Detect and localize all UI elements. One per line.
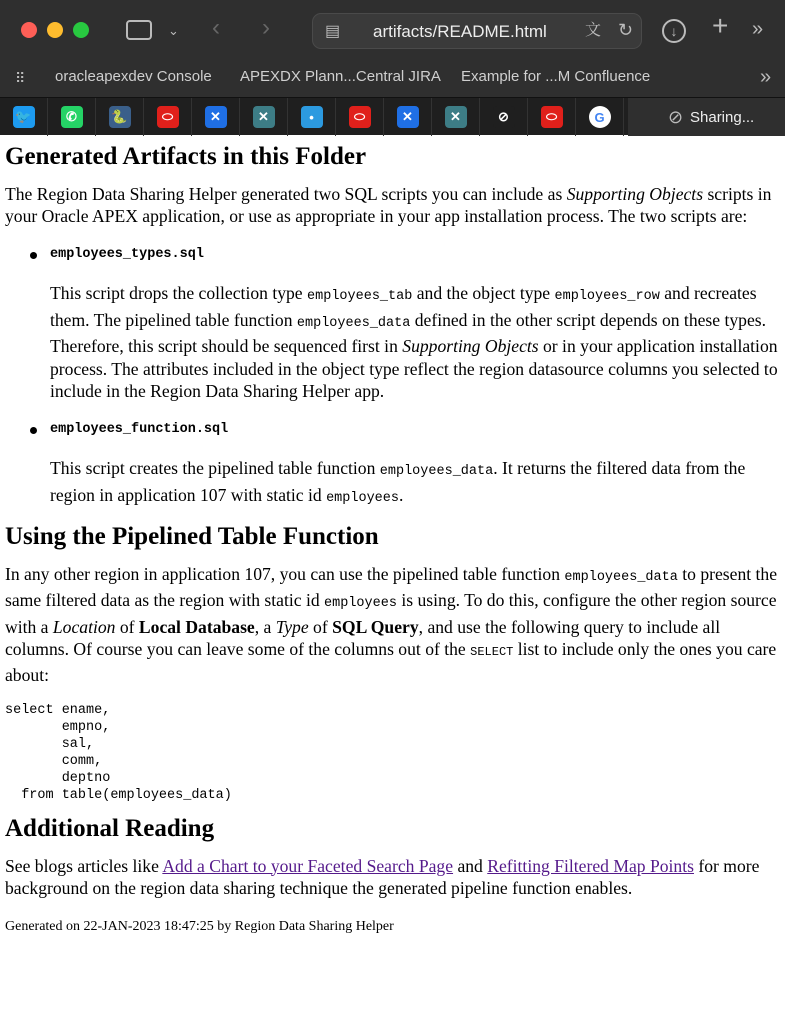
address-bar[interactable]	[312, 13, 642, 49]
pinned-tab[interactable]	[48, 98, 96, 136]
reading-paragraph: See blogs articles like Add a Chart to your Faceted Search Page and Refitting Filtered Map Points for more background on the region data sharing technique the generated pipeline function enables.	[5, 855, 760, 898]
compass-icon: ⊘	[668, 107, 684, 127]
intro-paragraph: The Region Data Sharing Helper generated two SQL scripts you can include as Supporting Objects scripts in your Oracle APEX application, or use as appropriate in your app installation process. The two scripts are:	[5, 183, 772, 226]
pinned-tab[interactable]	[336, 98, 384, 136]
script-name: employees_types.sql	[50, 246, 204, 262]
forward-icon[interactable]: ›	[262, 14, 270, 41]
apps-grid-icon[interactable]: ⠿	[15, 70, 26, 86]
link-refitting-map-points[interactable]: Refitting Filtered Map Points	[487, 855, 694, 876]
pinned-tab[interactable]	[0, 98, 48, 136]
script-description: This script creates the pipelined table function employees_data. It returns the filtered data from the region in application 107 with static id employees.	[50, 458, 746, 506]
footer: Generated on 22-JAN-2023 18:47:25 by Region Data Sharing Helper	[5, 918, 394, 934]
pinned-tab[interactable]	[96, 98, 144, 136]
google-icon: G	[589, 106, 611, 128]
oracle-icon: ⬭	[157, 106, 179, 128]
link-faceted-search-chart[interactable]: Add a Chart to your Faceted Search Page	[162, 855, 454, 876]
bookmarks-overflow-icon[interactable]: »	[760, 66, 772, 88]
tab-active[interactable]	[628, 98, 785, 136]
usage-paragraph: In any other region in application 107, you can use the pipelined table function employees_data to present the same filtered data as the region with static id employees is using. To do this, configure the other region source with a Location of Local Database, a Type of SQL Query, and use the following query to include all columns. Of course you can leave some of the columns out of the SELECT list to include only the ones you care about:	[5, 563, 778, 685]
pinned-tab[interactable]	[192, 98, 240, 136]
pinned-tab[interactable]	[384, 98, 432, 136]
reload-icon[interactable]: ↻	[618, 20, 634, 40]
pinned-tab[interactable]	[288, 98, 336, 136]
script-description: This script drops the collection type employees_tab and the object type employees_row and recreates them. The pipelined table function employees_data defined in the other script depends on these types. Therefore, this script should be sequenced first in Supporting Objects or in your application installation process. The attributes included in the object type reflect the region datasource columns you selected to include in the Region Data Sharing Helper app.	[50, 283, 778, 401]
whatsapp-icon: ✆	[61, 106, 83, 128]
list-item	[5, 244, 780, 403]
reader-icon[interactable]: ▤	[325, 23, 341, 40]
python-icon: 🐍	[109, 106, 131, 128]
compass-icon: ⊘	[493, 106, 515, 128]
pinned-tab[interactable]	[144, 98, 192, 136]
bookmark-item[interactable]: oracleapexdev Console	[55, 68, 212, 85]
confluence-icon: ✕	[205, 106, 227, 128]
list-item	[5, 419, 780, 511]
pinned-tab[interactable]	[432, 98, 480, 136]
sidebar-icon[interactable]	[126, 20, 152, 40]
heading-additional-reading: Additional Reading	[5, 815, 215, 842]
browser-chrome	[0, 0, 785, 135]
pinned-tab[interactable]	[576, 98, 624, 136]
pinned-tab[interactable]	[240, 98, 288, 136]
page-content	[0, 135, 785, 938]
more-icon[interactable]: »	[752, 18, 764, 40]
minimize-window-button[interactable]	[47, 22, 63, 38]
pinned-tab[interactable]	[528, 98, 576, 136]
close-window-button[interactable]	[21, 22, 37, 38]
pinned-tab[interactable]	[480, 98, 528, 136]
downloads-icon[interactable]: ↓	[662, 19, 686, 43]
bookmark-item[interactable]: APEXDX Plann...Central JIRA	[240, 68, 441, 85]
new-tab-icon[interactable]: +	[712, 10, 729, 41]
twitter-icon: 🐦	[13, 106, 35, 128]
sql-code-block: select ename, empno, sal, comm, deptno from table(employees_data)	[5, 703, 232, 803]
oracle-icon: ⬭	[349, 106, 371, 128]
confluence-icon: ✕	[397, 106, 419, 128]
back-icon[interactable]: ‹	[212, 14, 220, 41]
script-list	[5, 244, 780, 511]
oracle-icon: ⬭	[541, 106, 563, 128]
url-text: artifacts/README.html	[373, 22, 547, 41]
tool-icon: ✕	[253, 106, 275, 128]
tab-bar	[0, 97, 785, 135]
map-pin-icon: •	[301, 106, 323, 128]
translate-icon[interactable]: 文	[585, 22, 602, 39]
heading-pipelined-function: Using the Pipelined Table Function	[5, 523, 379, 550]
heading-generated-artifacts: Generated Artifacts in this Folder	[5, 143, 367, 170]
script-name: employees_function.sql	[50, 421, 229, 437]
bookmark-item[interactable]: Example for ...M Confluence	[461, 68, 651, 85]
chevron-down-icon[interactable]: ⌄	[168, 23, 179, 38]
zoom-window-button[interactable]	[73, 22, 89, 38]
tab-title: Sharing...	[690, 108, 755, 126]
tool-icon: ✕	[445, 106, 467, 128]
